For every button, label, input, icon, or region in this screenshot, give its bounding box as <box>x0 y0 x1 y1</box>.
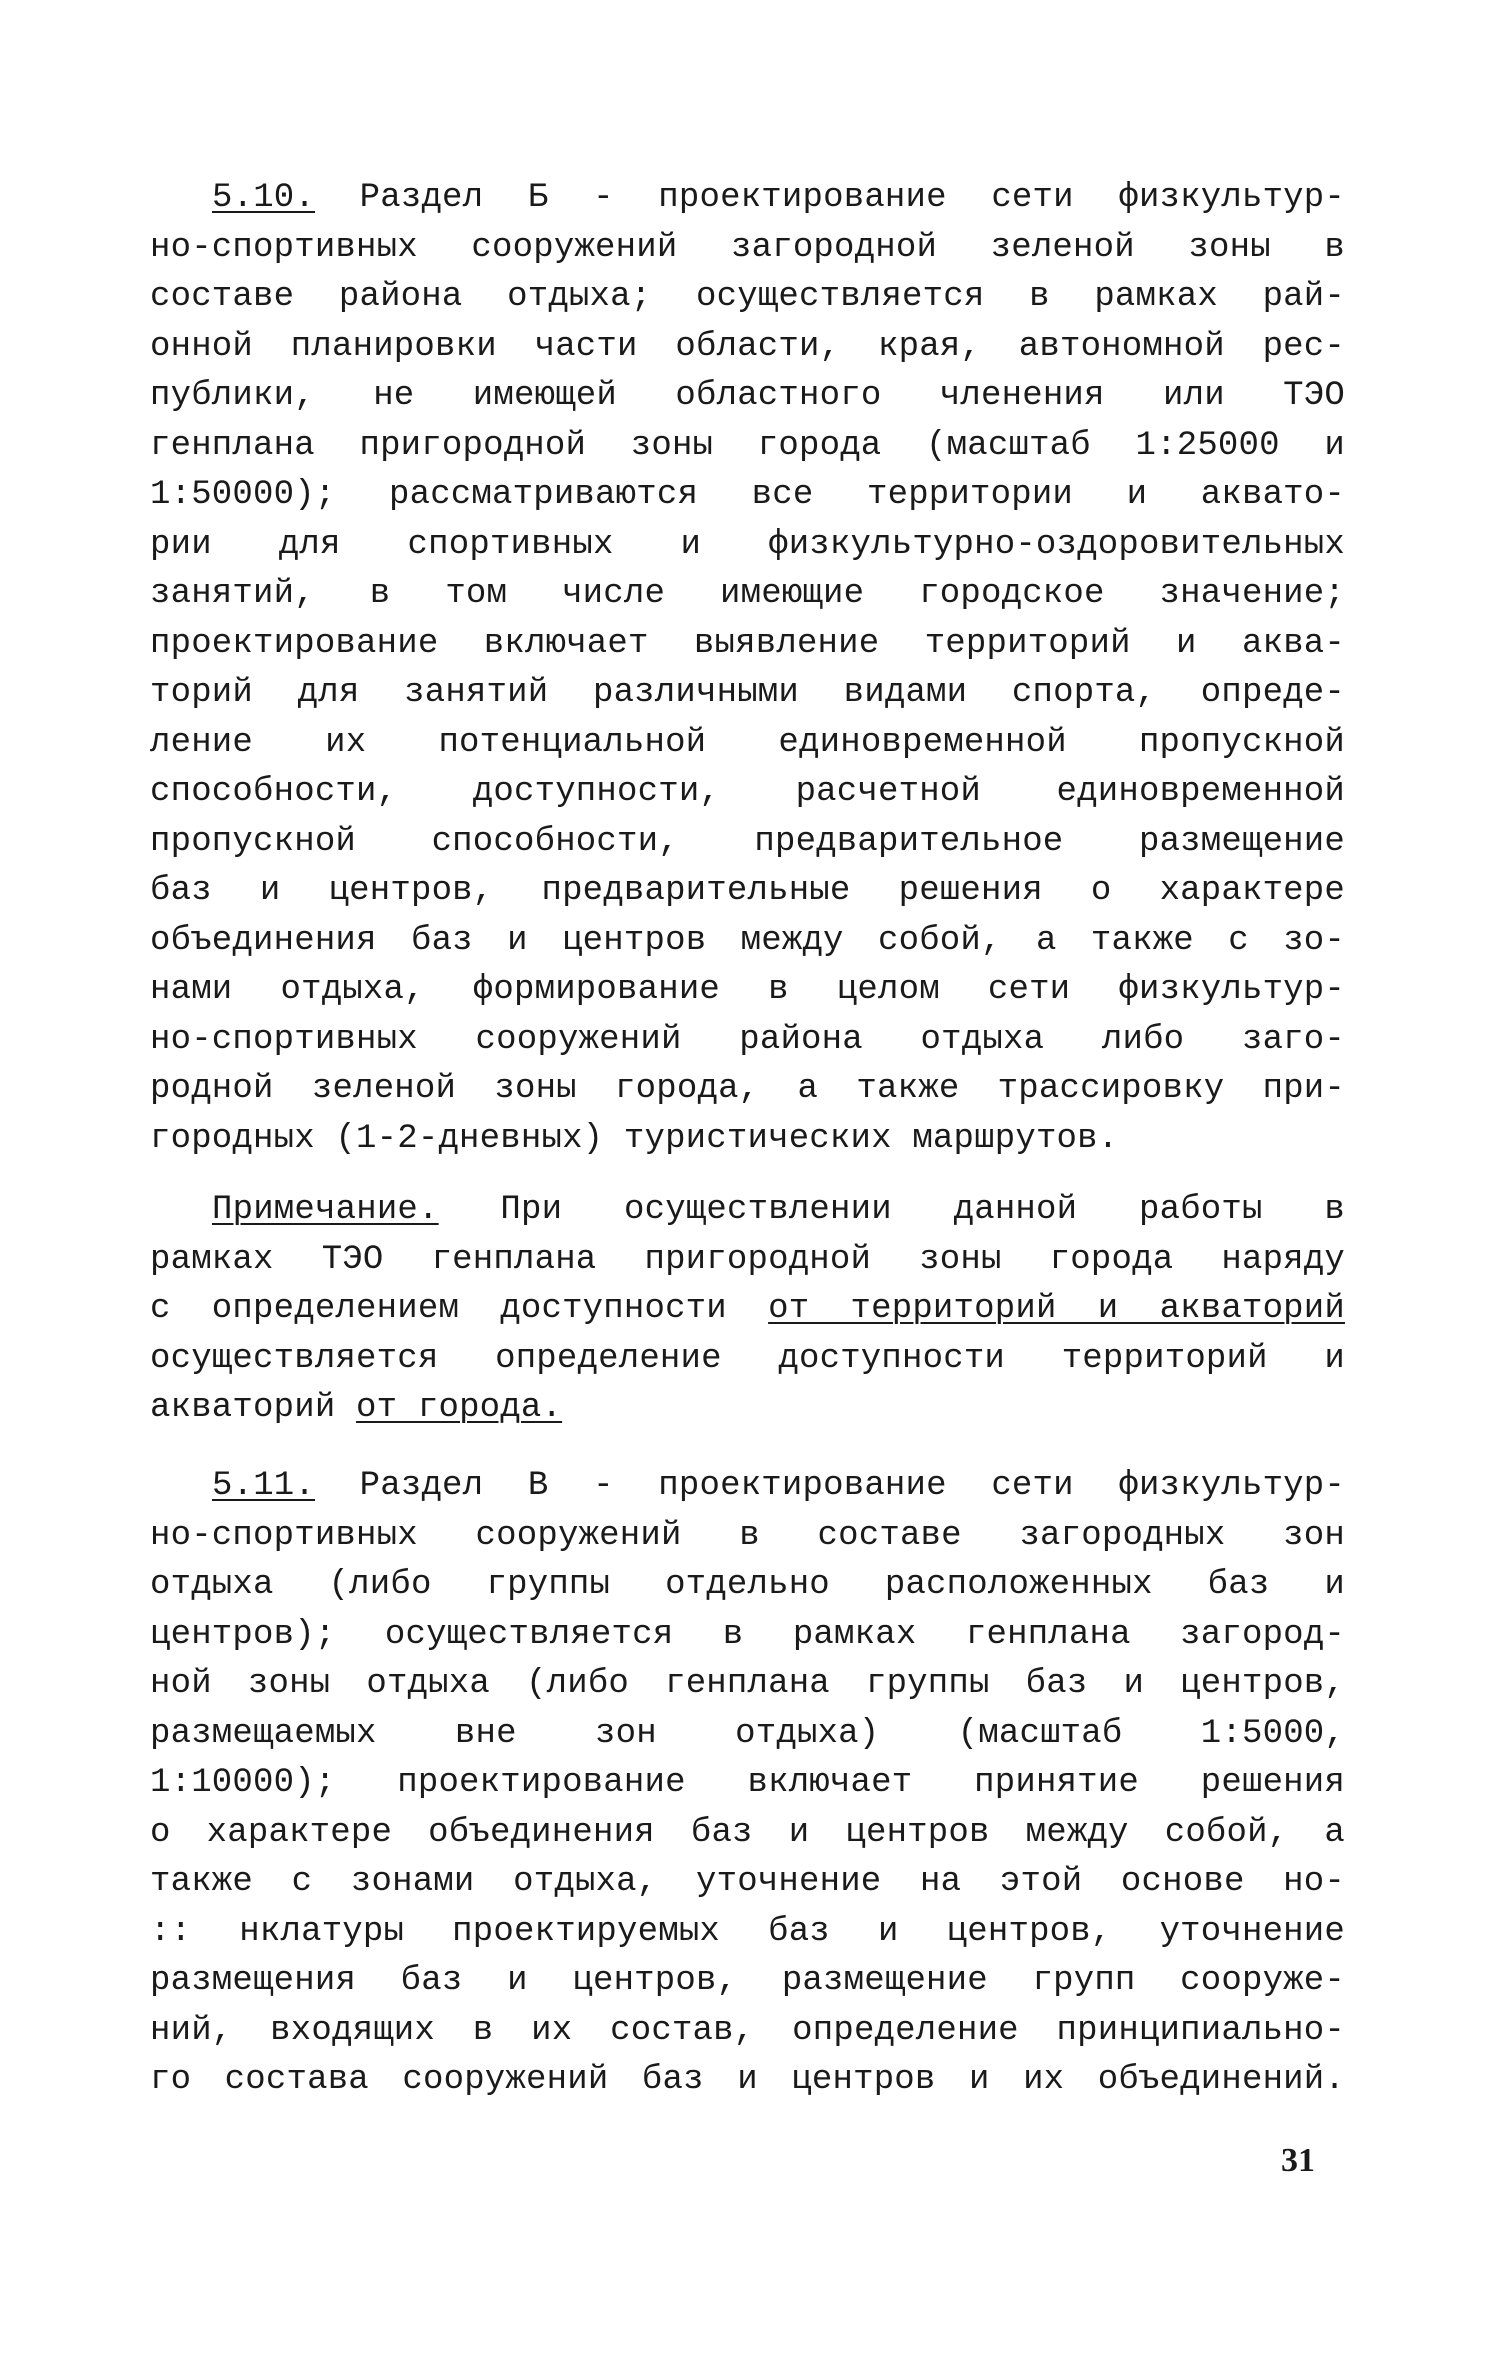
paragraph-line: публики, не имеющей областного членения или ТЭО <box>150 377 1345 415</box>
paragraph-line: также с зонами отдыха, уточнение на этой основе но- <box>150 1863 1345 1901</box>
paragraph-line: ний, входящих в их состав, определение принципиально- <box>150 2011 1345 2050</box>
page-number: 31 <box>1281 2142 1315 2179</box>
paragraph-line: го состава сооружений баз и центров и их объединений. <box>150 2061 1345 2099</box>
paragraph-line: баз и центров, предварительные решения о характере <box>150 872 1345 910</box>
paragraph-line: нами отдыха, формирование в целом сети физкультур- <box>150 971 1345 1009</box>
underlined-phrase: от территорий и акваторий <box>768 1290 1345 1328</box>
paragraph-line: ной зоны отдыха (либо генплана группы баз и центров, <box>150 1665 1345 1703</box>
note-label: Примечание. <box>212 1191 439 1229</box>
paragraph-last-line: городных (1-2-дневных) туристических маршрутов. <box>150 1119 1119 1158</box>
section-number: 5.10. <box>212 179 316 217</box>
paragraph-line: составе района отдыха; осуществляется в рамках рай- <box>150 278 1345 316</box>
paragraph-line: о характере объединения баз и центров между собой, а <box>150 1813 1345 1852</box>
paragraph-line: но-спортивных сооружений в составе загородных зон <box>150 1516 1345 1555</box>
paragraph-line: но-спортивных сооружений района отдыха либо заго- <box>150 1020 1345 1059</box>
paragraph-line: ление их потенциальной единовременной пропускной <box>150 723 1345 762</box>
paragraph-line: размещения баз и центров, размещение групп сооруже- <box>150 1962 1345 2000</box>
paragraph-line: отдыха (либо группы отдельно расположенных баз и <box>150 1566 1345 1604</box>
underlined-phrase: от города. <box>356 1389 563 1427</box>
note-heading-line: Примечание. При осуществлении данной работы в <box>212 1191 1345 1229</box>
paragraph-line: центров); осуществляется в рамках генплана загород- <box>150 1615 1345 1654</box>
section-heading-line: 5.10. Раздел Б - проектирование сети физкультур- <box>212 179 1345 217</box>
paragraph-line: родной зеленой зоны города, а также трассировку при- <box>150 1070 1345 1108</box>
paragraph-line: онной планировки части области, края, автономной рес- <box>150 327 1345 366</box>
paragraph-line: способности, доступности, расчетной единовременной <box>150 773 1345 811</box>
paragraph-line: рии для спортивных и физкультурно-оздоровительных <box>150 525 1345 564</box>
note-block <box>150 1186 1345 1434</box>
section-5-11 <box>150 1462 1345 2106</box>
paragraph-line: размещаемых вне зон отдыха) (масштаб 1:5000, <box>150 1714 1345 1753</box>
paragraph-line: проектирование включает выявление территорий и аква- <box>150 624 1345 663</box>
paragraph-line: 1:50000); рассматриваются все территории и аквато- <box>150 476 1345 514</box>
section-number: 5.11. <box>212 1467 316 1505</box>
paragraph-line: объединения баз и центров между собой, а также с зо- <box>150 921 1345 960</box>
section-5-10 <box>150 174 1345 1164</box>
note-line: рамках ТЭО генплана пригородной зоны города наряду <box>150 1240 1345 1279</box>
paragraph-line: 1:10000); проектирование включает принятие решения <box>150 1764 1345 1802</box>
note-line: осуществляется определение доступности территорий и <box>150 1339 1345 1378</box>
paragraph-line: занятий, в том числе имеющие городское значение; <box>150 575 1345 613</box>
paragraph-line: :: нклатуры проектируемых баз и центров, уточнение <box>150 1912 1345 1951</box>
note-line: с определением доступности от территорий и акваторий <box>150 1290 1345 1328</box>
paragraph-line: генплана пригородной зоны города (масштаб 1:25000 и <box>150 426 1345 465</box>
note-last-line: акваторий от города. <box>150 1389 563 1427</box>
paragraph-line: пропускной способности, предварительное размещение <box>150 822 1345 861</box>
section-heading-line: 5.11. Раздел В - проектирование сети физкультур- <box>212 1467 1345 1505</box>
paragraph-line: торий для занятий различными видами спорта, опреде- <box>150 674 1345 712</box>
paragraph-line: но-спортивных сооружений загородной зеленой зоны в <box>150 228 1345 267</box>
